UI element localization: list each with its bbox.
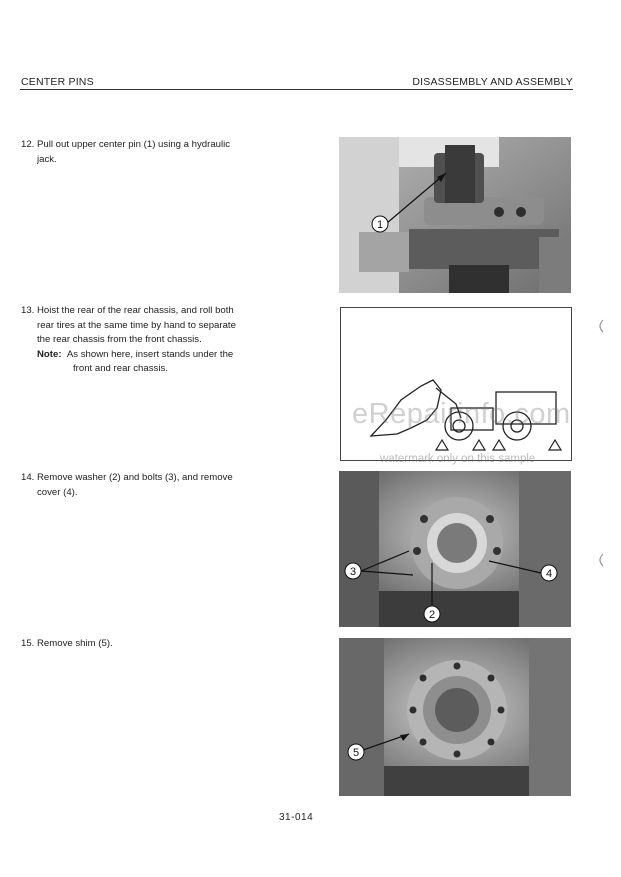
binding-mark-icon <box>595 552 605 568</box>
callout-layer-4 <box>339 638 571 796</box>
step-number: 12. <box>21 139 35 150</box>
note-text-line: As shown here, insert stands under the <box>66 348 234 360</box>
binding-mark-icon <box>595 318 605 334</box>
arrow-head <box>437 173 446 182</box>
page-number: 31-014 <box>279 812 314 823</box>
note-text-line: front and rear chassis. <box>73 363 168 374</box>
figure-chassis-stands <box>340 307 572 461</box>
watermark-text: eRepairinfo.com <box>352 398 571 430</box>
step-number: 14. <box>21 472 35 483</box>
step-14 <box>21 471 279 500</box>
stand-rear-2 <box>549 440 561 450</box>
callout-label-4: 4 <box>545 568 553 580</box>
callout-layer-3 <box>339 471 571 627</box>
photo-cover-removal <box>339 471 571 627</box>
callout-label-3: 3 <box>349 566 357 578</box>
leader-line <box>387 173 446 223</box>
step-text-line: rear tires at the same time by hand to separate <box>37 319 236 331</box>
step-text-line: jack. <box>37 153 57 165</box>
step-number: 13. <box>21 305 35 316</box>
chapter-title: DISASSEMBLY AND ASSEMBLY <box>412 76 573 88</box>
stand-front-1 <box>473 440 485 450</box>
note-label: Note: <box>37 348 62 360</box>
callout-label-1: 1 <box>376 219 384 231</box>
stand-rear-1 <box>493 440 505 450</box>
section-title: CENTER PINS <box>21 76 94 88</box>
header-divider <box>20 89 573 90</box>
leader-line <box>361 551 409 571</box>
callout-label-5: 5 <box>352 747 360 759</box>
step-text-line: Remove washer (2) and bolts (3), and remove <box>37 472 233 483</box>
step-number: 15. <box>21 638 35 649</box>
leader-line <box>361 571 413 575</box>
step-text-line: Hoist the rear of the rear chassis, and roll both <box>37 305 234 316</box>
step-15 <box>21 637 279 652</box>
callout-label-2: 2 <box>428 609 436 621</box>
step-text-line: Pull out upper center pin (1) using a hydraulic <box>37 139 231 150</box>
stand-front-2 <box>436 440 448 450</box>
arrow-head <box>400 734 409 741</box>
step-text-line: cover (4). <box>37 486 78 498</box>
watermark-subtext: watermark only on this sample <box>380 453 536 465</box>
step-text-line: the rear chassis from the front chassis. <box>37 334 202 345</box>
photo-shim-removal <box>339 638 571 796</box>
leader-line <box>489 561 541 573</box>
photo-upper-center-pin <box>339 137 571 293</box>
callout-layer-1 <box>339 137 571 293</box>
step-12 <box>21 138 279 167</box>
step-text-line: Remove shim (5). <box>37 638 113 649</box>
step-13 <box>21 304 279 377</box>
chassis-diagram <box>341 308 571 460</box>
